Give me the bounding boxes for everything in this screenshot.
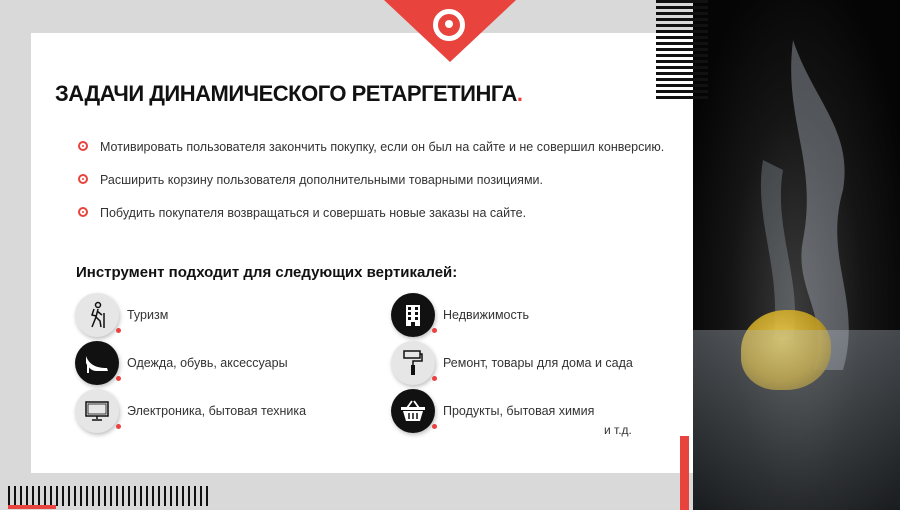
high-heel-icon xyxy=(75,341,119,385)
vertical-label: Электроника, бытовая техника xyxy=(127,404,307,418)
list-item-text: Побудить покупателя возвращаться и совершать новые заказы на сайте. xyxy=(100,206,527,220)
task-list xyxy=(78,140,664,239)
vertical-label: Недвижимость xyxy=(443,308,529,322)
vertical-label: Ремонт, товары для дома и сада xyxy=(443,356,633,370)
slide-title-text: ЗАДАЧИ ДИНАМИЧЕСКОГО РЕТАРГЕТИНГА xyxy=(55,81,517,106)
vertical-item xyxy=(391,389,594,433)
monitor-icon xyxy=(75,389,119,433)
bullet-icon xyxy=(78,207,88,217)
vertical-item xyxy=(75,293,168,337)
paint-roller-icon xyxy=(391,341,435,385)
hiker-icon xyxy=(75,293,119,337)
decorative-red-line xyxy=(8,505,56,509)
slide-title xyxy=(55,81,522,107)
list-item-text: Мотивировать пользователя закончить покупку, если он был на сайте и не совершил конверсию. xyxy=(100,140,665,154)
vertical-item xyxy=(391,293,529,337)
building-icon xyxy=(391,293,435,337)
vertical-label: Продукты, бытовая химия xyxy=(443,404,595,418)
bullet-icon xyxy=(78,141,88,151)
etc-note: и т.д. xyxy=(604,423,632,437)
basket-icon xyxy=(391,389,435,433)
decorative-photo xyxy=(693,0,900,510)
brand-logo-icon xyxy=(433,9,465,41)
bullet-icon xyxy=(78,174,88,184)
title-dot: . xyxy=(516,81,523,106)
list-item xyxy=(78,140,664,173)
verticals-heading: Инструмент подходит для следующих вертикалей: xyxy=(76,264,458,281)
vertical-item xyxy=(75,389,306,433)
vertical-item xyxy=(75,341,288,385)
decorative-stripes-top xyxy=(656,0,708,100)
decorative-stripes-bottom xyxy=(8,486,208,506)
list-item-text: Расширить корзину пользователя дополнительными товарными позициями. xyxy=(100,173,543,187)
decorative-red-bar xyxy=(680,436,689,510)
list-item xyxy=(78,206,664,239)
list-item xyxy=(78,173,664,206)
vertical-item xyxy=(391,341,633,385)
water xyxy=(693,330,900,510)
vertical-label: Одежда, обувь, аксессуары xyxy=(127,356,288,370)
vertical-label: Туризм xyxy=(127,308,169,322)
